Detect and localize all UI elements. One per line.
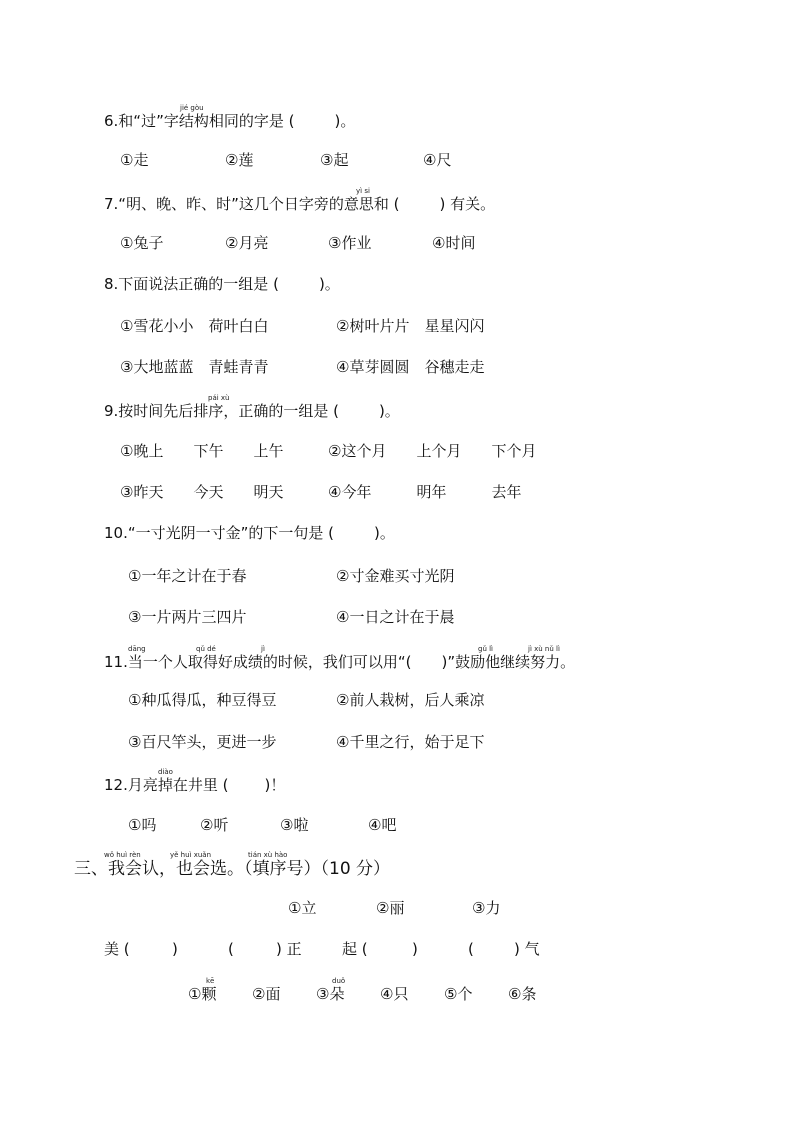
question-12-stem: 12.月亮掉在井里 ( )！: [104, 776, 286, 794]
question-7-stem: 7.“明、晚、昨、时”这几个日字旁的意思和 ( ) 有关。: [104, 195, 496, 213]
question-11-stem: 11.当一个人取得好成绩的时候，我们可以用“( )”鼓励他继续努力。: [104, 653, 576, 671]
measure-word-option: ⑥条: [508, 985, 537, 1003]
question-11-option: ③百尺竿头，更进一步: [128, 733, 277, 751]
pinyin-annotation: gǔ lì: [478, 645, 493, 653]
pinyin-annotation: dāng: [128, 645, 146, 653]
question-6-option: ①走: [120, 151, 149, 169]
question-11-option: ②前人栽树，后人乘凉: [336, 691, 485, 709]
question-10-option: ③一片两片三四片: [128, 608, 247, 626]
pinyin-annotation: jì: [261, 645, 265, 653]
question-9-option: ④今年 明年 去年: [328, 483, 522, 501]
pinyin-annotation: qǔ dé: [196, 645, 216, 653]
measure-word-option: ④只: [380, 985, 409, 1003]
pinyin-annotation: tián xù hào: [248, 851, 288, 859]
question-6-option: ②莲: [225, 151, 254, 169]
fill-item: (: [468, 940, 474, 958]
section-3-title: 三、我会认，也会选。（填序号）（10 分）: [74, 859, 391, 879]
pinyin-annotation: pái xù: [208, 394, 230, 402]
measure-word-option: ⑤个: [444, 985, 473, 1003]
question-7-option: ②月亮: [225, 234, 269, 252]
fill-item: ): [172, 940, 178, 958]
question-6-option: ④尺: [423, 151, 452, 169]
question-9-option: ①晚上 下午 上午: [120, 442, 284, 460]
pinyin-annotation: jié gòu: [180, 104, 204, 112]
question-12-option: ④吧: [368, 816, 397, 834]
question-11-option: ④千里之行，始于足下: [336, 733, 485, 751]
fill-item: 美 (: [104, 940, 130, 958]
fill-item: ): [412, 940, 418, 958]
section-3-choice: ①立: [288, 899, 317, 917]
pinyin-annotation: yì si: [356, 187, 370, 195]
fill-item: (: [228, 940, 234, 958]
question-8-option: ③大地蓝蓝 青蛙青青: [120, 358, 269, 376]
pinyin-annotation: jì xù nǔ lì: [528, 645, 560, 653]
question-10-option: ②寸金难买寸光阴: [336, 567, 455, 585]
question-8-stem: 8.下面说法正确的一组是 ( )。: [104, 275, 340, 293]
question-10-option: ①一年之计在于春: [128, 567, 247, 585]
pinyin-annotation: yě huì xuǎn: [170, 851, 212, 859]
question-8-option: ②树叶片片 星星闪闪: [336, 317, 485, 335]
pinyin-annotation: wǒ huì rèn: [104, 851, 141, 859]
question-8-option: ④草芽圆圆 谷穗走走: [336, 358, 485, 376]
section-3-choice: ②丽: [376, 899, 405, 917]
question-12-option: ②听: [200, 816, 229, 834]
question-12-option: ①吗: [128, 816, 157, 834]
question-10-stem: 10.“一寸光阴一寸金”的下一句是 ( )。: [104, 524, 395, 542]
fill-item: ) 气: [514, 940, 540, 958]
measure-word-option: ①颗: [188, 985, 217, 1003]
question-7-option: ③作业: [328, 234, 372, 252]
fill-item: ) 正: [276, 940, 302, 958]
question-9-option: ②这个月 上个月 下个月: [328, 442, 537, 460]
question-7-option: ①兔子: [120, 234, 164, 252]
fill-item: 起 (: [342, 940, 368, 958]
pinyin-annotation: diào: [158, 768, 173, 776]
question-6-option: ③起: [320, 151, 349, 169]
pinyin-annotation: kē: [206, 977, 215, 985]
question-8-option: ①雪花小小 荷叶白白: [120, 317, 269, 335]
measure-word-option: ②面: [252, 985, 281, 1003]
question-9-stem: 9.按时间先后排序，正确的一组是 ( )。: [104, 402, 400, 420]
question-12-option: ③啦: [280, 816, 309, 834]
pinyin-annotation: duǒ: [332, 977, 346, 985]
question-6-stem: 6.和“过”字结构相同的字是 ( )。: [104, 112, 356, 130]
question-9-option: ③昨天 今天 明天: [120, 483, 284, 501]
question-7-option: ④时间: [432, 234, 476, 252]
question-10-option: ④一日之计在于晨: [336, 608, 455, 626]
measure-word-option: ③朵: [316, 985, 345, 1003]
question-11-option: ①种瓜得瓜，种豆得豆: [128, 691, 277, 709]
section-3-choice: ③力: [472, 899, 501, 917]
